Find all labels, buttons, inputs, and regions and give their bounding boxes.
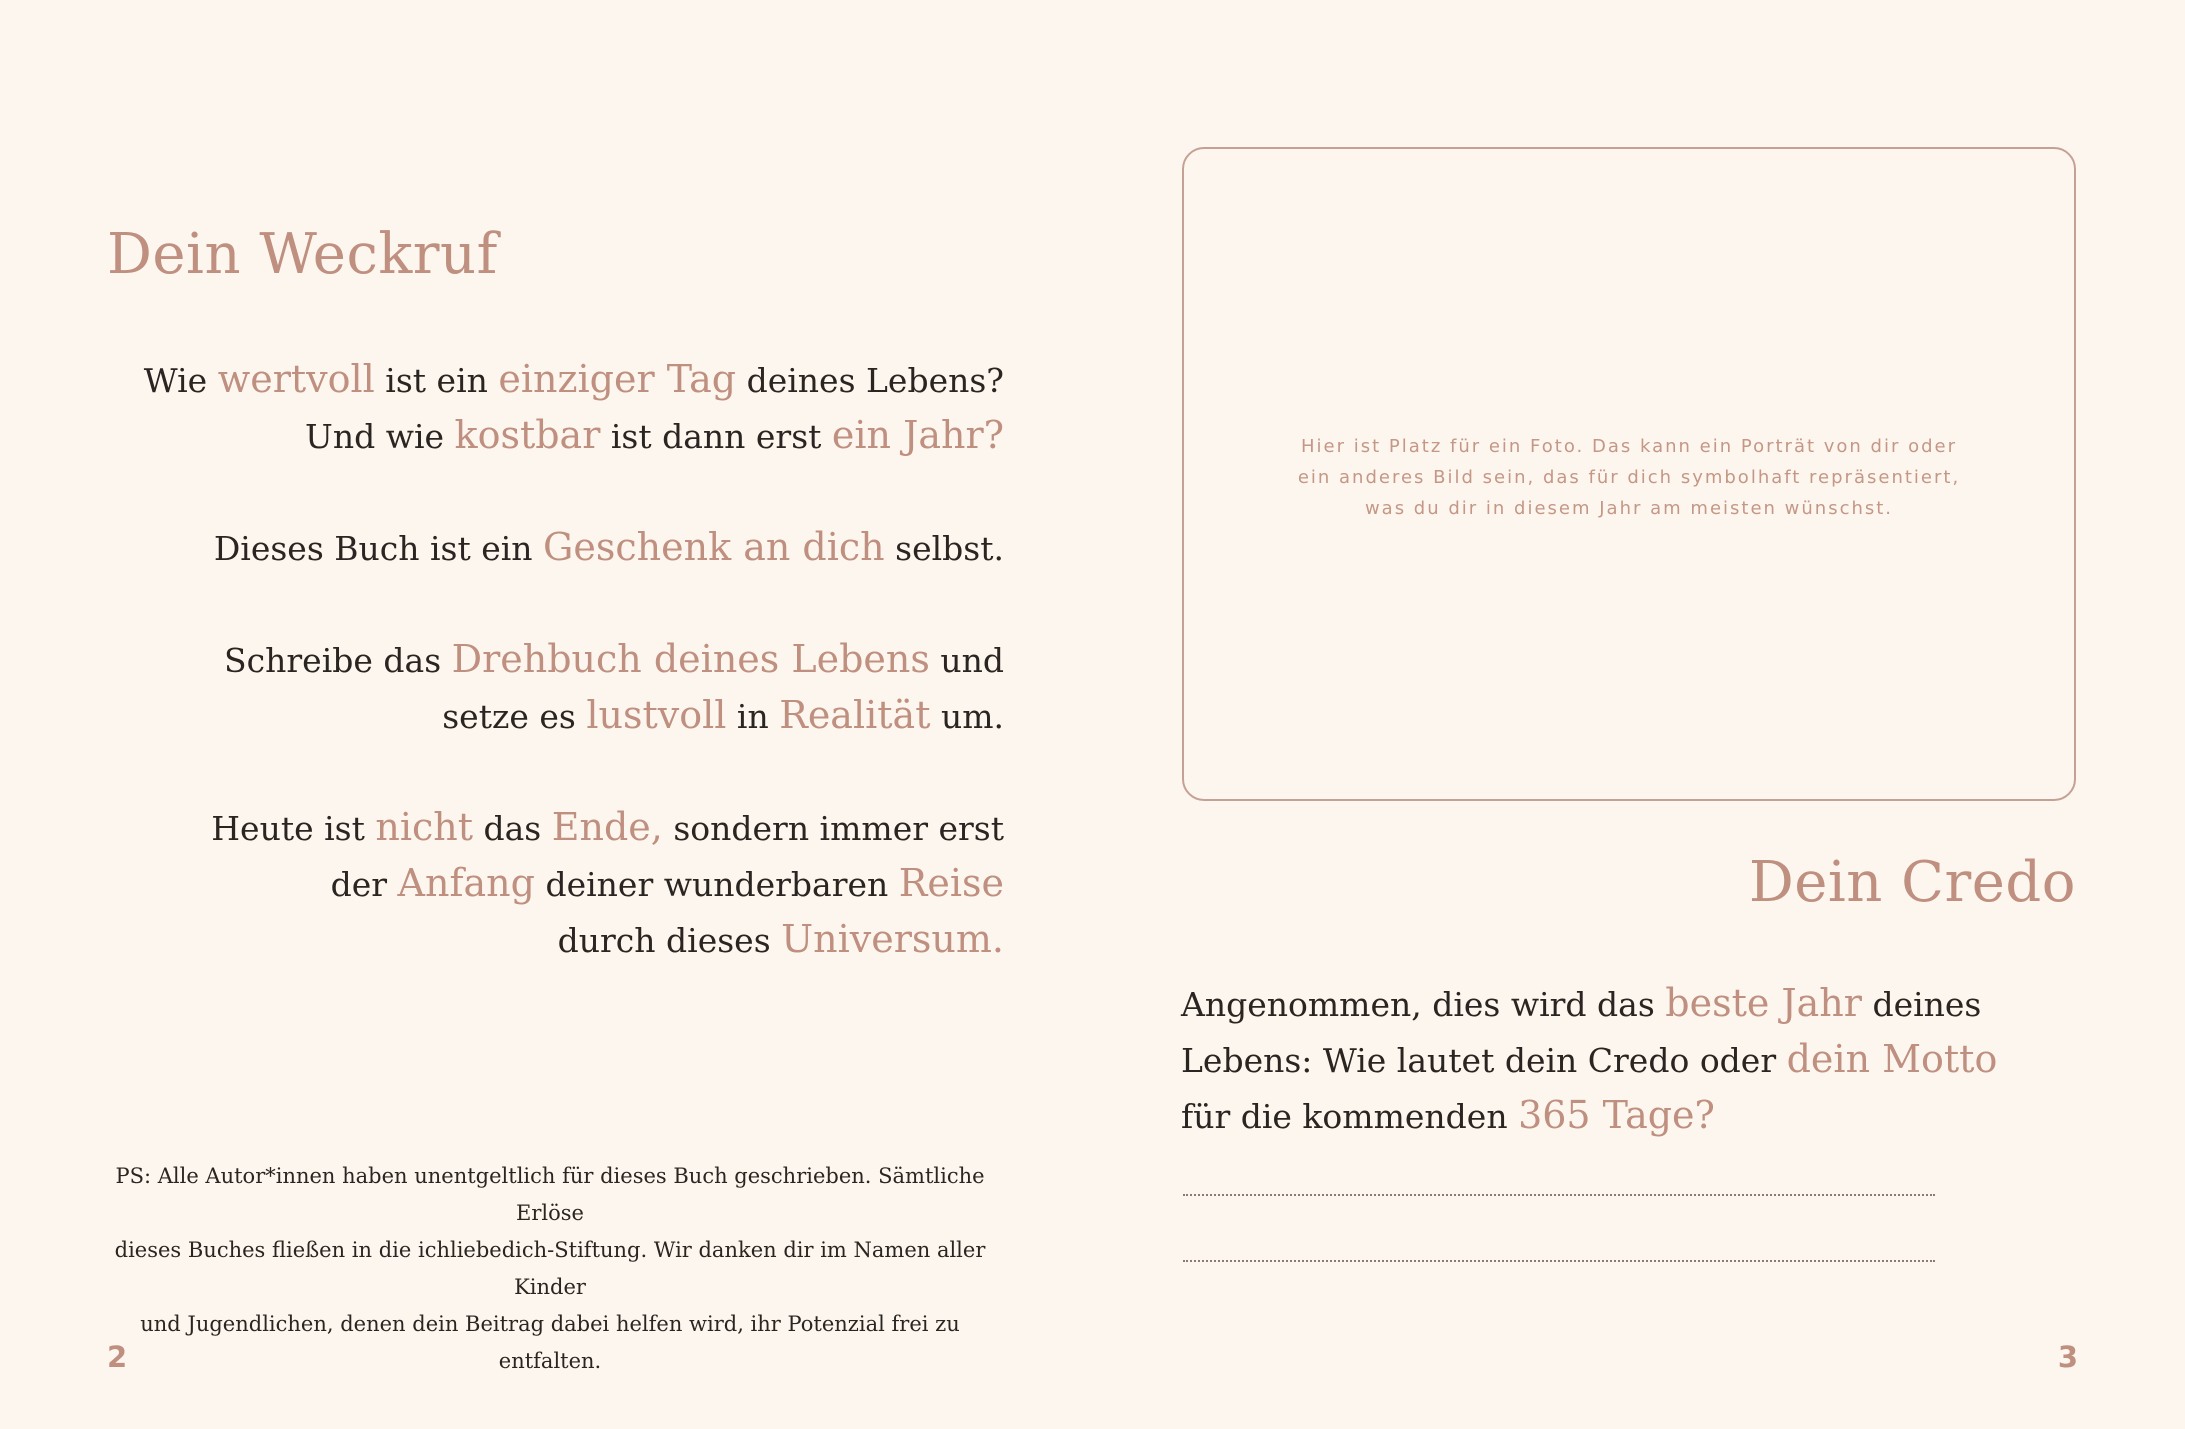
text-span: für die kommenden: [1181, 1097, 1519, 1136]
page-title-credo: Dein Credo: [1748, 850, 2076, 915]
weckruf-paragraph-2: [124, 520, 1004, 576]
accent-word: Universum.: [781, 917, 1004, 961]
accent-word: wertvoll: [217, 357, 375, 401]
weckruf-paragraph-3: [124, 632, 1004, 744]
accent-word: Realität: [779, 693, 931, 737]
writing-line-2: [1183, 1260, 1935, 1262]
text-span: um.: [930, 697, 1004, 736]
writing-line-1: [1183, 1194, 1935, 1196]
page-number-right: 3: [2057, 1340, 2078, 1374]
text-line: [1181, 1032, 2081, 1088]
photo-placeholder-frame: [1182, 147, 2076, 801]
ps-line: und Jugendlichen, denen dein Beitrag dabei helfen wird, ihr Potenzial frei zu entfalten.: [140, 1312, 960, 1373]
text-span: ist ein: [374, 361, 499, 400]
accent-word: lustvoll: [586, 693, 727, 737]
accent-word: kostbar: [454, 413, 601, 457]
accent-word: Anfang: [397, 861, 535, 905]
text-line: [124, 408, 1004, 464]
text-line: [124, 352, 1004, 408]
text-span: deines: [1861, 985, 1982, 1024]
weckruf-paragraph-1: [124, 352, 1004, 464]
accent-word: Reise: [898, 861, 1004, 905]
photo-hint-line: ein anderes Bild sein, das für dich symbolhaft repräsentiert,: [1297, 467, 1961, 488]
text-line: [1181, 1088, 2081, 1144]
ps-line: dieses Buches fließen in die ichliebedich-Stiftung. Wir danken dir im Namen aller Kinder: [114, 1238, 986, 1299]
accent-word: 365 Tage?: [1518, 1093, 1715, 1137]
text-span: setze es: [442, 697, 587, 736]
text-span: sondern immer erst: [662, 809, 1004, 848]
page-number-left: 2: [107, 1340, 128, 1374]
text-line: [124, 856, 1004, 912]
photo-hint-text: [1184, 431, 2074, 524]
accent-word: nicht: [375, 805, 474, 849]
credo-prompt: [1181, 976, 2081, 1144]
text-line: [124, 688, 1004, 744]
text-span: das: [473, 809, 552, 848]
text-line: [124, 632, 1004, 688]
text-span: deiner wunderbaren: [534, 865, 899, 904]
accent-word: ein Jahr?: [831, 413, 1004, 457]
text-line: [124, 912, 1004, 968]
text-line: [124, 800, 1004, 856]
ps-line: PS: Alle Autor*innen haben unentgeltlich für dieses Buch geschrieben. Sämtliche Erlöse: [115, 1164, 985, 1225]
accent-word: einziger Tag: [498, 357, 737, 401]
text-span: deines Lebens?: [736, 361, 1004, 400]
text-span: der: [330, 865, 398, 904]
text-span: und: [929, 641, 1004, 680]
accent-word: dein Motto: [1786, 1037, 1998, 1081]
text-span: in: [726, 697, 780, 736]
text-span: selbst.: [884, 529, 1004, 568]
accent-word: Geschenk an dich: [543, 525, 885, 569]
text-line: [124, 520, 1004, 576]
text-span: Schreibe das: [224, 641, 452, 680]
photo-hint-line: was du dir in diesem Jahr am meisten wünschst.: [1364, 498, 1894, 519]
accent-word: beste Jahr: [1665, 981, 1862, 1025]
photo-hint-line: Hier ist Platz für ein Foto. Das kann ein Porträt von dir oder: [1300, 436, 1958, 457]
text-line: [1181, 976, 2081, 1032]
text-span: ist dann erst: [600, 417, 832, 456]
text-span: Wie: [143, 361, 218, 400]
text-span: Und wie: [305, 417, 455, 456]
text-span: Angenommen, dies wird das: [1181, 985, 1666, 1024]
page-title-weckruf: Dein Weckruf: [107, 222, 498, 287]
ps-note: [100, 1158, 1000, 1380]
accent-word: Drehbuch deines Lebens: [451, 637, 930, 681]
text-span: Dieses Buch ist ein: [213, 529, 544, 568]
text-span: Heute ist: [211, 809, 376, 848]
accent-word: Ende,: [551, 805, 663, 849]
text-span: Lebens: Wie lautet dein Credo oder: [1181, 1041, 1787, 1080]
text-span: durch dieses: [557, 921, 782, 960]
weckruf-paragraph-4: [124, 800, 1004, 968]
